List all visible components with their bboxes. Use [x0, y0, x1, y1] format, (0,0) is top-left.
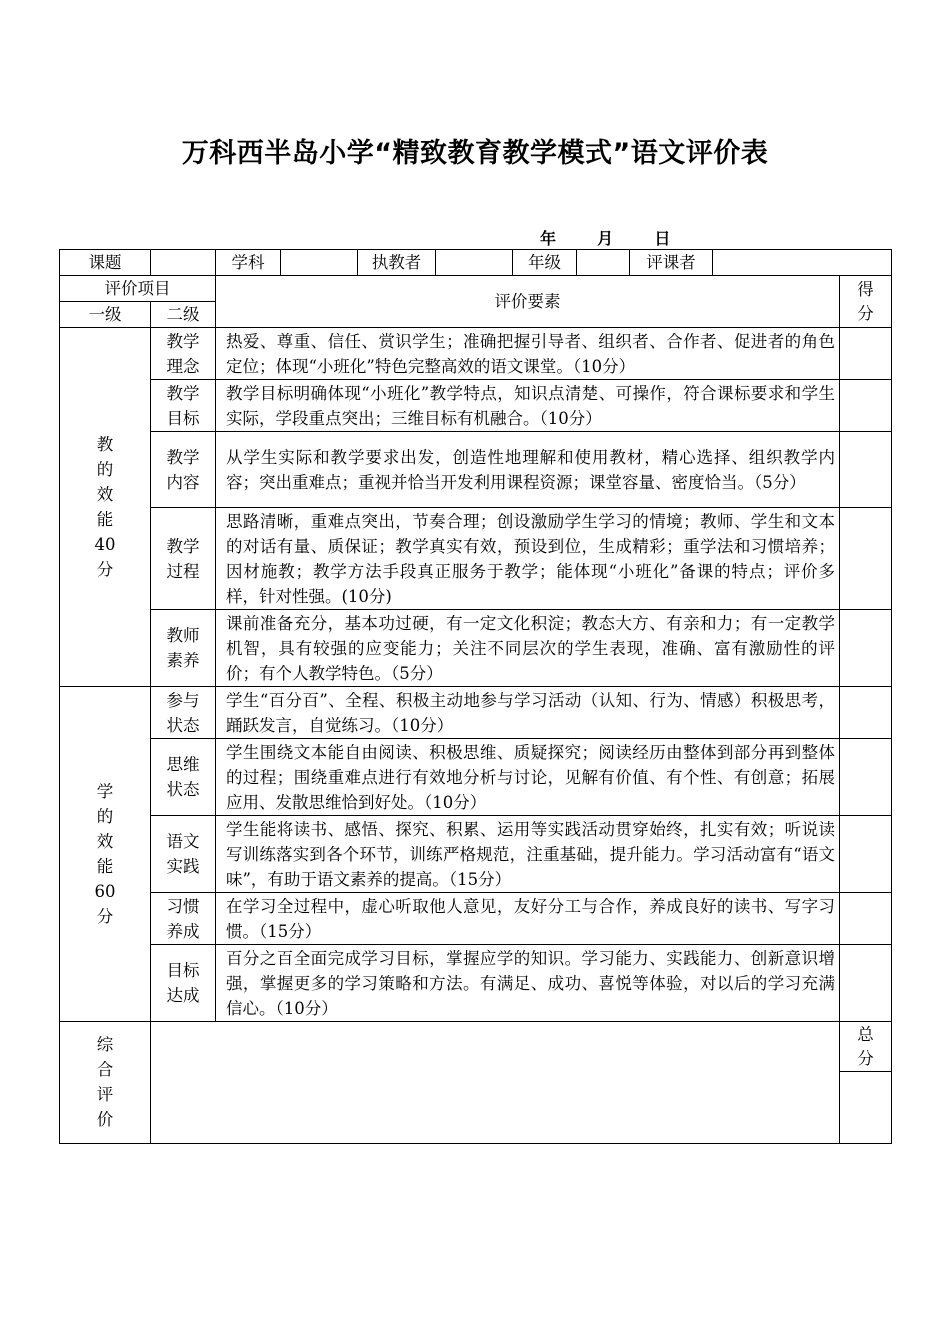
item-category: 教学目标: [151, 380, 216, 432]
level2-header: 二级: [151, 302, 216, 328]
grade-field[interactable]: [577, 250, 630, 276]
reviewer-field[interactable]: [713, 250, 892, 276]
score-cell[interactable]: [840, 945, 892, 1022]
date-month-label: 月: [597, 229, 614, 248]
table-row: [60, 380, 892, 432]
table-row: [60, 816, 892, 893]
score-header: 得分: [840, 276, 892, 328]
table-row: [60, 739, 892, 816]
item-category: 教学内容: [151, 432, 216, 508]
item-category: 习惯养成: [151, 893, 216, 945]
score-cell[interactable]: [840, 508, 892, 610]
summary-label: 综合评价: [60, 1022, 151, 1144]
subject-field[interactable]: [281, 250, 358, 276]
item-criteria: 教学目标明确体现“小班化”教学特点，知识点清楚、可操作，符合课标要求和学生实际，学段重点突出；三维目标有机融合。（10分）: [216, 380, 840, 432]
teacher-field[interactable]: [436, 250, 513, 276]
table-row: [60, 508, 892, 610]
grade-label: 年级: [513, 250, 577, 276]
item-category: 教学理念: [151, 328, 216, 380]
summary-field[interactable]: [151, 1022, 840, 1144]
total-score-field[interactable]: [840, 1072, 892, 1144]
criteria-header: 评价要素: [216, 276, 840, 328]
item-category: 目标达成: [151, 945, 216, 1022]
item-criteria: 学生围绕文本能自由阅读、积极思维、质疑探究；阅读经历由整体到部分再到整体的过程；围绕重难点进行有效地分析与讨论，见解有价值、有个性、有创意；拓展应用、发散思维恰到好处。（10分）: [216, 739, 840, 816]
score-cell[interactable]: [840, 739, 892, 816]
table-row: [60, 945, 892, 1022]
topic-field[interactable]: [151, 250, 216, 276]
subject-label: 学科: [216, 250, 281, 276]
item-category: 教学过程: [151, 508, 216, 610]
item-category: 参与状态: [151, 687, 216, 739]
date-day-label: 日: [654, 229, 671, 248]
item-criteria: 思路清晰，重难点突出，节奏合理；创设激励学生学习的情境；教师、学生和文本的对话有量、质保证；教学真实有效，预设到位，生成精彩；重学法和习惯培养；因材施教；教学方法手段真正服务于教学；能体现“小班化”备课的特点；评价多样，针对性强。(10分): [216, 508, 840, 610]
item-category: 语文实践: [151, 816, 216, 893]
table-row: [60, 687, 892, 739]
score-cell[interactable]: [840, 432, 892, 508]
item-criteria: 课前准备充分，基本功过硬，有一定文化积淀；教态大方、有亲和力；有一定教学机智，具有较强的应变能力；关注不同层次的学生表现，准确、富有激励性的评价；有个人教学特色。（5分）: [216, 610, 840, 687]
item-criteria: 热爱、尊重、信任、赏识学生；准确把握引导者、组织者、合作者、促进者的角色定位；体现“小班化”特色完整高效的语文课堂。（10分）: [216, 328, 840, 380]
item-criteria: 在学习全过程中，虚心听取他人意见，友好分工与合作，养成良好的读书、写字习惯。（15分）: [216, 893, 840, 945]
score-cell[interactable]: [840, 893, 892, 945]
item-criteria: 百分之百全面完成学习目标，掌握应学的知识。学习能力、实践能力、创新意识增强，掌握更多的学习策略和方法。有满足、成功、喜悦等体验，对以后的学习充满信心。（10分）: [216, 945, 840, 1022]
items-header: 评价项目: [60, 276, 216, 302]
table-row: [60, 893, 892, 945]
date-line: [540, 226, 670, 249]
teacher-label: 执教者: [358, 250, 436, 276]
date-year-label: 年: [540, 229, 557, 248]
section-learning-label: 学的效能60分: [60, 687, 151, 1022]
topic-label: 课题: [60, 250, 151, 276]
score-cell[interactable]: [840, 610, 892, 687]
table-row: [60, 610, 892, 687]
item-criteria: 从学生实际和教学要求出发，创造性地理解和使用教材，精心选择、组织教学内容；突出重难点；重视并恰当开发利用课程资源；课堂容量、密度恰当。（5分）: [216, 432, 840, 508]
score-cell[interactable]: [840, 328, 892, 380]
table-row: [60, 328, 892, 380]
info-row: [60, 250, 892, 276]
score-cell[interactable]: [840, 380, 892, 432]
page-title: 万科西半岛小学“精致教育教学模式”语文评价表: [181, 138, 769, 169]
score-cell[interactable]: [840, 816, 892, 893]
reviewer-label: 评课者: [630, 250, 713, 276]
evaluation-table: [59, 249, 892, 1144]
item-category: 思维状态: [151, 739, 216, 816]
section-teaching-label: 教的效能40分: [60, 328, 151, 687]
score-cell[interactable]: [840, 687, 892, 739]
total-score-label: 总分: [840, 1022, 892, 1072]
summary-row: [60, 1022, 892, 1072]
level1-header: 一级: [60, 302, 151, 328]
item-category: 教师素养: [151, 610, 216, 687]
table-row: [60, 432, 892, 508]
item-criteria: 学生“百分百”、全程、积极主动地参与学习活动（认知、行为、情感）积极思考，踊跃发言，自觉练习。（10分）: [216, 687, 840, 739]
item-criteria: 学生能将读书、感悟、探究、积累、运用等实践活动贯穿始终，扎实有效；听说读写训练落实到各个环节，训练严格规范，注重基础，提升能力。学习活动富有“语文味”，有助于语文素养的提高。（15分）: [216, 816, 840, 893]
header-row-1: [60, 276, 892, 302]
